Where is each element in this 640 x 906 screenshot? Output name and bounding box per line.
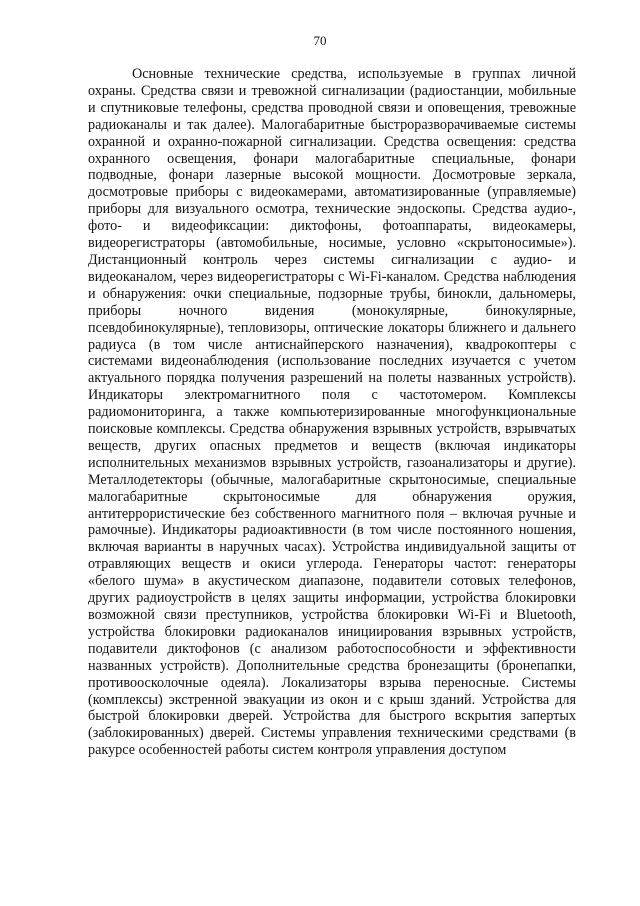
page-number: 70 bbox=[313, 33, 327, 48]
body-paragraph: Основные технические средства, используемые в группах личной охраны. Средства связи и тревожной сигнализации (радиостанции, мобильные и спутниковые телефоны, средства проводной связи и оповещения, тревожные радиоканалы и так далее). Малогабаритные быстроразворачиваемые системы охранной и охранно-пожарной сигнализации. Средства освещения: средства охранного освещения, фонари малогабаритные специальные, фонари подводные, фонари лазерные высокой мощности. Досмотровые зеркала, досмотровые приборы с видеокамерами, автоматизированные (управляемые) приборы для визуального осмотра, технические эндоскопы. Средства аудио-, фото- и видеофиксации: диктофоны, фотоаппараты, видеокамеры, видеорегистраторы (автомобильные, носимые, условно «скрытоносимые»). Дистанционный контроль через системы сигнализации с аудио- и видеоканалом, через видеорегистраторы с Wi-Fi-каналом. Средства наблюдения и обнаружения: очки специальные, подзорные трубы, бинокли, дальномеры, приборы ночного видения (монокулярные, бинокулярные, псевдобинокулярные), тепловизоры, оптические локаторы ближнего и дальнего радиуса (в том числе антиснайперского назначения), квадрокоптеры с системами видеонаблюдения (использование последних изучается с учетом актуального порядка получения разрешений на полеты названных устройств). Индикаторы электромагнитного поля с частотомером. Комплексы радиомониторинга, а также компьютеризированные многофункциональные поисковые комплексы. Средства обнаружения взрывных устройств, взрывчатых веществ, других опасных предметов и веществ (включая индикаторы исполнительных механизмов взрывных устройств, газоанализаторы и другие). Металлодетекторы (обычные, малогабаритные скрытоносимые, специальные малогабаритные скрытоносимые для обнаружения оружия, антитеррористические без собственного магнитного поля – включая ручные и рамочные). Индикаторы радиоактивности (в том числе постоянного ношения, включая варианты в наручных часах). Устройства индивидуальной защиты от отравляющих веществ и окиси углерода. Генераторы частот: генераторы «белого шума» в акустическом диапазоне, подавители сотовых телефонов, других радиоустройств в целях защиты информации, устройства блокировки возможной связи преступников, устройства блокировки Wi-Fi и Bluetooth, устройства блокировки радиоканалов инициирования взрывных устройств, подавители диктофонов (с анализом работоспособности и эффективности названных устройств). Дополнительные средства бронезащиты (бронепапки, противоосколочные одеяла). Локализаторы взрыва переносные. Системы (комплексы) экстренной эвакуации из окон и с крыш зданий. Устройства для быстрой блокировки дверей. Устройства для быстрого вскрытия запертых (заблокированных) дверей. Системы управления техническими средствами (в ракурсе особенностей работы систем контроля управления доступом bbox=[88, 66, 576, 759]
